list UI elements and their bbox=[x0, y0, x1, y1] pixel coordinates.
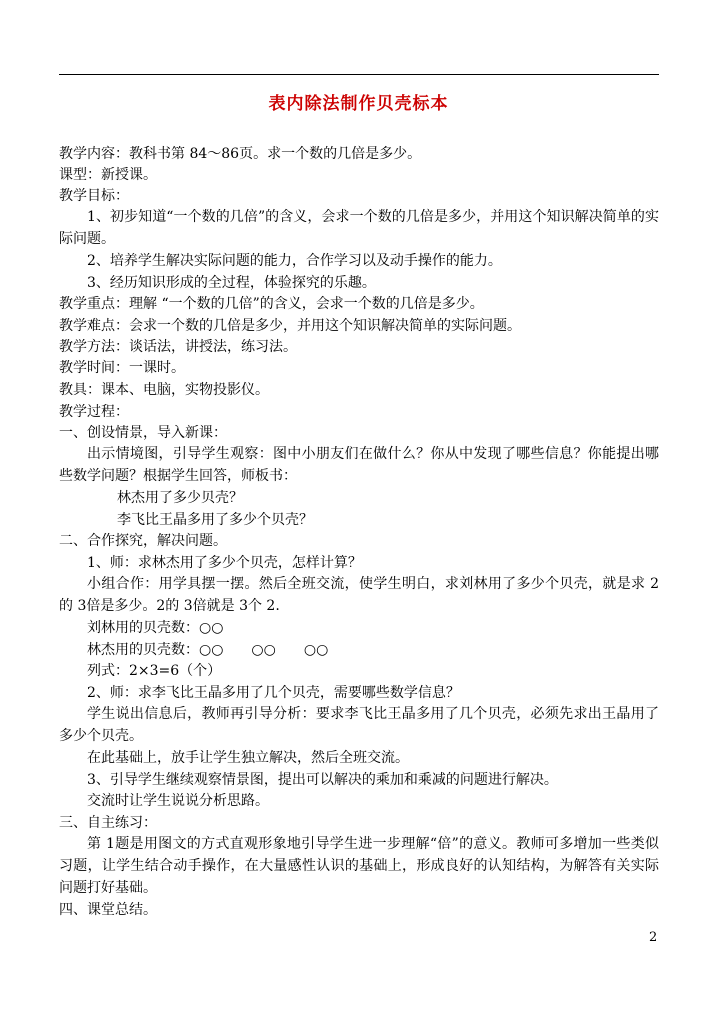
goal-3: 3、经历知识形成的全过程，体验探究的乐趣。 bbox=[87, 275, 376, 291]
liu-shell-count: 刘林用的贝壳数：○○ bbox=[87, 620, 224, 636]
section-2-paragraph: 小组合作：用学具摆一摆。然后全班交流，使学生明白，求刘林用了多少个贝壳，就是求 2的 3倍是多少。2的 3倍就是 3个 2. bbox=[59, 576, 659, 614]
section-2-item-3: 3、引导学生继续观察情景图，提出可以解决的乘加和乘减的问题进行解决。 bbox=[87, 772, 558, 788]
page-number: 2 bbox=[649, 930, 658, 945]
teaching-method: 教学方法：谈话法，讲授法，练习法。 bbox=[59, 339, 297, 355]
section-2-item-2: 2、师：求李飞比王晶多用了几个贝壳，需要哪些数学信息？ bbox=[87, 685, 460, 701]
section-2-exchange: 交流时让学生说说分析思路。 bbox=[87, 793, 269, 809]
page-title: 表内除法制作贝壳标本 bbox=[268, 94, 449, 114]
lin-shell-count: 林杰用的贝壳数：○○ ○○ ○○ bbox=[87, 642, 329, 658]
section-4-heading: 四、课堂总结。 bbox=[59, 902, 157, 918]
section-2-item-1: 1、师：求林杰用了多少个贝壳，怎样计算？ bbox=[87, 555, 362, 571]
section-1-heading: 一、创设情景，导入新课： bbox=[59, 425, 227, 441]
difficulty: 教学难点：会求一个数的几倍是多少，并用这个知识解决简单的实际问题。 bbox=[59, 318, 521, 334]
question-1: 林杰用了多少贝壳？ bbox=[117, 490, 243, 506]
lesson-type: 课型：新授课。 bbox=[59, 167, 157, 183]
key-point: 教学重点：理解 “一个数的几倍”的含义，会求一个数的几倍是多少。 bbox=[59, 296, 484, 312]
content-line: 教学内容：教科书第 84～86页。求一个数的几倍是多少。 bbox=[59, 146, 422, 162]
section-3-heading: 三、自主练习： bbox=[59, 815, 157, 831]
teaching-tools: 教具：课本、电脑，实物投影仪。 bbox=[59, 382, 269, 398]
section-3-paragraph: 第 1题是用图文的方式直观形象地引导学生进一步理解“倍”的意义。教师可多增加一些类似习题，让学生结合动手操作，在大量感性认识的基础上，形成良好的认知结构，为解答有关实际问题打好基础。 bbox=[59, 836, 659, 896]
goals-heading: 教学目标： bbox=[59, 188, 129, 204]
teaching-time: 教学时间：一课时。 bbox=[59, 360, 185, 376]
section-2-analysis: 学生说出信息后，教师再引导分析：要求李飞比王晶多用了几个贝壳，必须先求出王晶用了多少个贝壳。 bbox=[59, 706, 659, 744]
formula: 列式：2×3=6（个） bbox=[87, 663, 222, 679]
process-heading: 教学过程： bbox=[59, 404, 129, 420]
section-1-paragraph: 出示情境图，引导学生观察：图中小朋友们在做什么？你从中发现了哪些信息？你能提出哪些数学问题？根据学生回答，师板书： bbox=[59, 446, 659, 484]
goal-2: 2、培养学生解决实际问题的能力，合作学习以及动手操作的能力。 bbox=[87, 253, 502, 269]
goal-1: 1、初步知道“一个数的几倍”的含义，会求一个数的几倍是多少，并用这个知识解决简单的实际问题。 bbox=[59, 209, 659, 247]
section-2-base: 在此基础上，放手让学生独立解决，然后全班交流。 bbox=[87, 750, 409, 766]
section-2-heading: 二、合作探究，解决问题。 bbox=[59, 533, 227, 549]
header-rule bbox=[59, 74, 659, 75]
question-2: 李飞比王晶多用了多少个贝壳？ bbox=[117, 512, 313, 528]
